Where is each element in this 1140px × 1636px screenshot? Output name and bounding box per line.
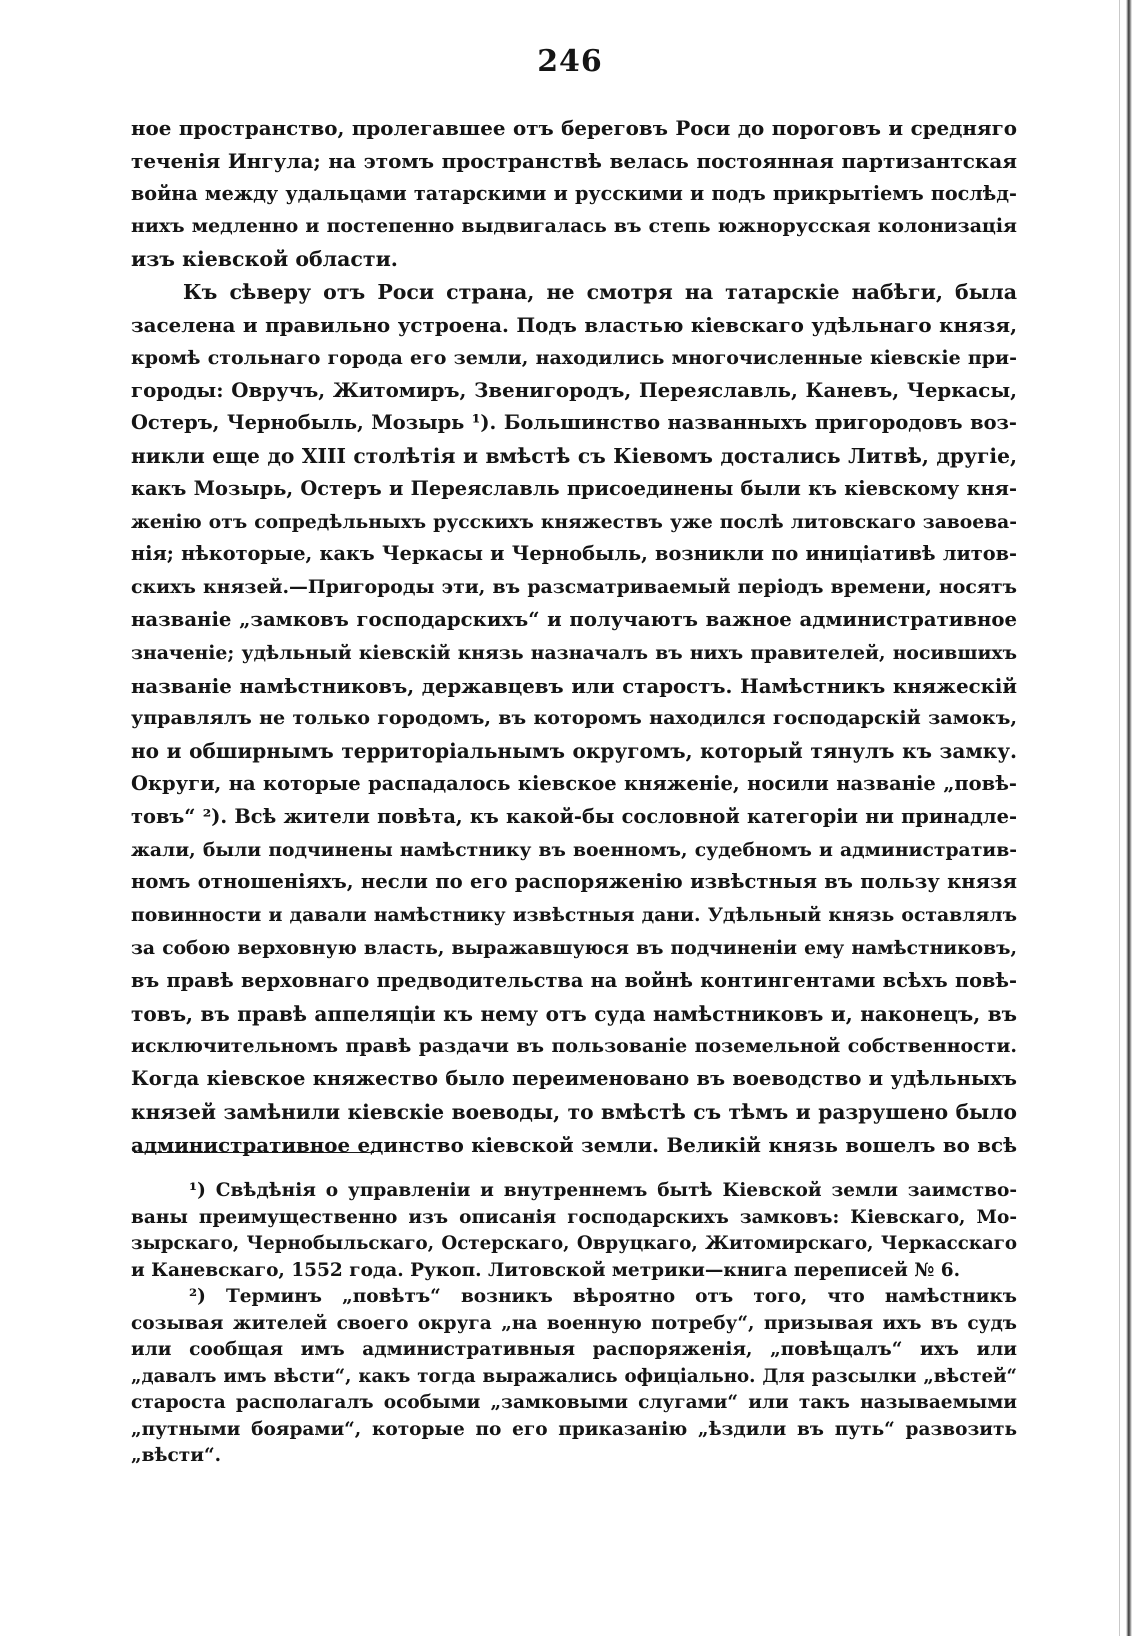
body-line: ное пространство, пролегавшее отъ береговъ Роси до пороговъ и средняго [131, 116, 1017, 140]
body-line: Остеръ, Чернобыль, Мозырь ¹). Большинство названныхъ пригородовъ воз- [131, 411, 1017, 435]
body-line: никли еще до XIII столѣтія и вмѣстѣ съ Кіевомъ достались Литвѣ, другіе, [131, 443, 1017, 468]
body-line: товъ“ ²). Всѣ жители повѣта, къ какой-бы сословной категоріи ни принадле- [131, 804, 1017, 828]
footnote-line: „давалъ имъ вѣсти“, какъ тогда выражались офиціально. Для разсылки „вѣстей“ [131, 1365, 1017, 1387]
body-line: исключительномъ правѣ раздачи въ пользованіе поземельной собственности. [131, 1035, 1017, 1058]
body-line: названіе „замковъ господарскихъ“ и получаютъ важное административное [131, 607, 1017, 631]
body-line: въ правѣ верховнаго предводительства на войнѣ контингентами всѣхъ повѣ- [131, 968, 1017, 992]
footnote-line: ¹) Свѣдѣнія о управленіи и внутреннемъ бытѣ Кіевской земли заимство- [189, 1180, 1017, 1201]
footnote-divider [134, 1152, 374, 1153]
scan-edge-shadow [1119, 0, 1120, 1636]
body-line: административное единство кіевской земли. Великій князь вошелъ во всѣ [131, 1132, 1017, 1157]
body-line: номъ отношеніяхъ, несли по его распоряженію извѣстныя въ пользу князя [131, 870, 1017, 894]
body-text [131, 112, 1017, 1162]
footnote-line: ваны преимущественно изъ описанія господарскихъ замковъ: Кіевскаго, Мо- [131, 1206, 1017, 1228]
body-line: кромѣ стольнаго города его земли, находились многочисленные кіевскіе при- [131, 346, 1017, 369]
body-line: скихъ князей.—Пригороды эти, въ разсматриваемый періодъ времени, носятъ [131, 576, 1017, 599]
body-line: князей замѣнили кіевскіе воеводы, то вмѣстѣ съ тѣмъ и разрушено было [131, 1099, 1017, 1124]
page-number: 246 [537, 44, 603, 79]
body-line: Къ сѣверу отъ Роси страна, не смотря на татарскіе набѣги, была [183, 279, 1017, 304]
footnotes [131, 1178, 1017, 1470]
body-line: теченія Ингула; на этомъ пространствѣ велась постоянная партизантская [131, 148, 1017, 173]
body-line: Округи, на которые распадалось кіевское княженіе, носили названіе „повѣ- [131, 771, 1017, 795]
body-line: заселена и правильно устроена. Подъ властью кіевскаго удѣльнаго князя, [131, 312, 1017, 337]
body-line: за собою верховную власть, выражавшуюся въ подчиненіи ему намѣстниковъ, [131, 936, 1017, 959]
body-line: названіе намѣстниковъ, державцевъ или старостъ. Намѣстникъ княжескій [131, 673, 1017, 698]
footnote-line: „вѣсти“. [131, 1445, 222, 1466]
footnote-line: ²) Терминъ „повѣтъ“ возникъ вѣроятно отъ того, что намѣстникъ [189, 1286, 1017, 1307]
footnote-line: зырскаго, Чернобыльскаго, Остерскаго, Овруцкаго, Житомирскаго, Черкасскаго [131, 1233, 1017, 1254]
body-line: повинности и давали намѣстнику извѣстныя дани. Удѣльный князь оставлялъ [131, 904, 1017, 927]
body-line: Когда кіевское княжество было переименовано въ воеводство и удѣльныхъ [131, 1067, 1017, 1091]
footnote-line: созывая жителей своего округа „на военную потребу“, призывая ихъ въ судъ [131, 1312, 1017, 1334]
body-line: нія; нѣкоторые, какъ Черкасы и Чернобыль, возникли по иниціативѣ литов- [131, 542, 1017, 566]
body-line: изъ кіевской области. [131, 247, 398, 272]
footnote-line: староста располагалъ особыми „замковыми слугами“ или такъ называемыми [131, 1392, 1017, 1413]
footnote-line: или сообщая имъ административныя распоряженія, „повѣщалъ“ ихъ или [131, 1339, 1017, 1360]
body-line: жали, были подчинены намѣстнику въ военномъ, судебномъ и административ- [131, 838, 1017, 861]
body-line: управлялъ не только городомъ, въ которомъ находился господарскій замокъ, [131, 706, 1017, 730]
scan-edge [1126, 0, 1132, 1636]
body-line: городы: Овручъ, Житомиръ, Звенигородъ, Переяславль, Каневъ, Черкасы, [131, 378, 1017, 403]
footnote-line: и Каневскаго, 1552 года. Рукоп. Литовской метрики—книга переписей № 6. [131, 1259, 961, 1281]
body-line: товъ, въ правѣ аппеляціи къ нему отъ суда намѣстниковъ и, наконецъ, въ [131, 1001, 1017, 1026]
body-line: значеніе; удѣльный кіевскій князь назначалъ въ нихъ правителей, носившихъ [131, 641, 1017, 664]
body-line: война между удальцами татарскими и русскими и подъ прикрытіемъ послѣд- [131, 181, 1017, 205]
footnote-line: „путными боярами“, которые по его приказанію „ѣздили въ путь“ развозить [131, 1418, 1017, 1440]
body-line: нихъ медленно и постепенно выдвигалась въ степь южнорусская колонизація [131, 215, 1017, 238]
body-line: но и обширнымъ территоріальнымъ округомъ, который тянулъ къ замку. [131, 739, 1017, 764]
body-line: женію отъ сопредѣльныхъ русскихъ княжествъ уже послѣ литовскаго завоева- [131, 510, 1017, 533]
body-line: какъ Мозырь, Остеръ и Переяславль присоединены были къ кіевскому кня- [131, 476, 1017, 500]
